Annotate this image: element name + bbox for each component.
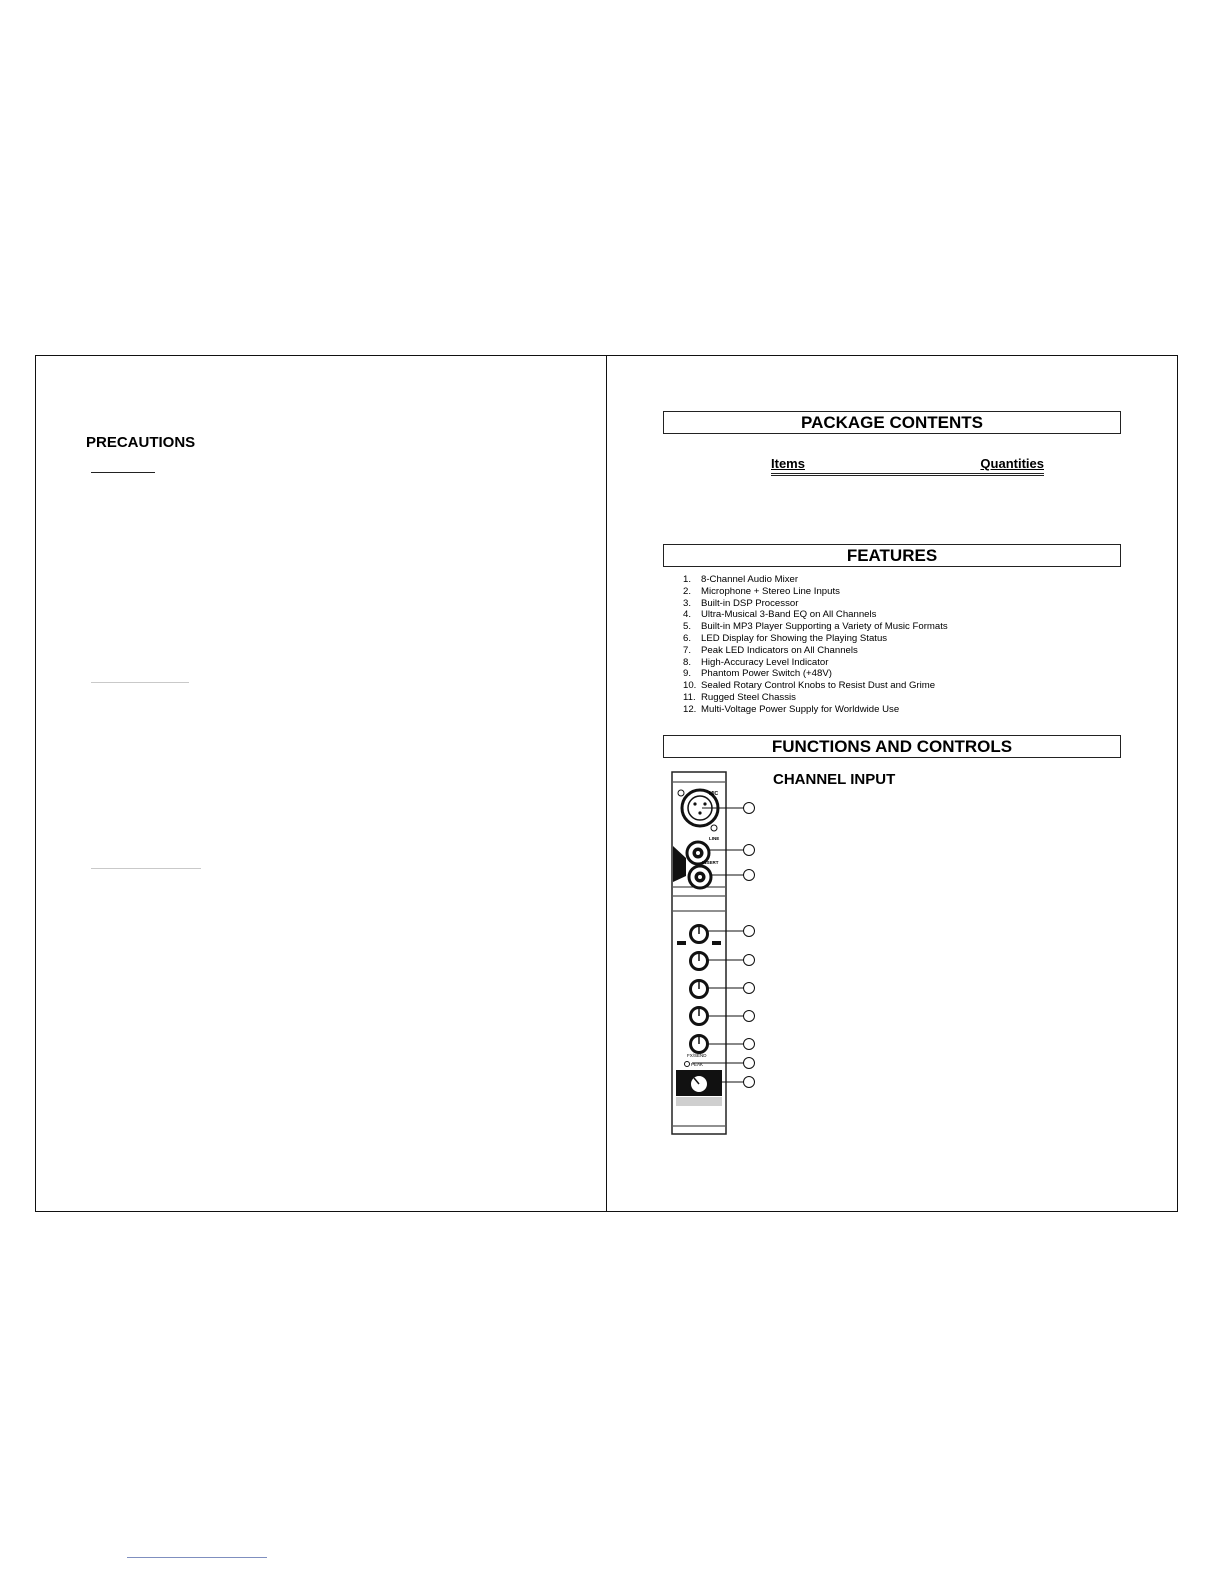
list-item: 5. Built-in MP3 Player Supporting a Variety of Music Formats <box>683 621 948 633</box>
callout-circle <box>744 1039 755 1050</box>
list-item: 12. Multi-Voltage Power Supply for Worldwide Use <box>683 703 900 715</box>
callout-circle <box>744 845 755 856</box>
range-marker <box>712 941 721 945</box>
mic-label: MIC <box>709 791 719 797</box>
list-item: 8. High-Accuracy Level Indicator <box>683 656 829 668</box>
callout-circle <box>744 870 755 881</box>
insert-label: INSERT <box>702 860 719 865</box>
manual-spread <box>35 355 1178 1212</box>
range-marker <box>677 941 686 945</box>
package-contents-heading: PACKAGE CONTENTS <box>663 411 1121 434</box>
eq-mid-knob <box>691 981 708 998</box>
channel-strip-diagram <box>36 356 816 1213</box>
list-item: 6. LED Display for Showing the Playing Status <box>683 632 888 644</box>
eq-high-knob <box>691 953 708 970</box>
list-item: 10. Sealed Rotary Control Knobs to Resist Dust and Grime <box>683 680 936 692</box>
callout-circle <box>744 803 755 814</box>
list-item: 11. Rugged Steel Chassis <box>683 691 796 703</box>
precautions-heading: PRECAUTIONS <box>86 434 196 451</box>
callout-circle <box>744 1058 755 1069</box>
label-strip <box>676 1097 722 1106</box>
gain-knob <box>691 926 708 943</box>
list-item: 7. Peak LED Indicators on All Channels <box>683 644 858 656</box>
quantities-column-header: Quantities <box>980 456 1044 471</box>
list-item: 4. Ultra-Musical 3-Band EQ on All Channels <box>683 609 877 621</box>
callout-circle <box>744 926 755 937</box>
channel-input-heading: CHANNEL INPUT <box>773 771 896 788</box>
level-knob <box>690 1075 708 1093</box>
callout-circle <box>744 1011 755 1022</box>
callout-circle <box>744 1077 755 1088</box>
items-column-header: Items <box>771 456 805 471</box>
callout-circle <box>744 983 755 994</box>
features-heading: FEATURES <box>663 544 1121 567</box>
eq-low-knob <box>691 1008 708 1025</box>
list-item: 1. 8-Channel Audio Mixer <box>683 574 799 585</box>
callout-circle <box>744 955 755 966</box>
list-item: 2. Microphone + Stereo Line Inputs <box>683 585 840 597</box>
functions-and-controls-heading: FUNCTIONS AND CONTROLS <box>663 735 1121 758</box>
line-label: LINE <box>709 836 720 841</box>
list-item: 3. Built-in DSP Processor <box>683 597 799 609</box>
list-item: 9. Phantom Power Switch (+48V) <box>683 668 832 680</box>
footer-rule <box>127 1557 267 1558</box>
fx-send-label: FX/SEND <box>687 1053 707 1058</box>
peak-label: PEAK <box>691 1062 704 1067</box>
